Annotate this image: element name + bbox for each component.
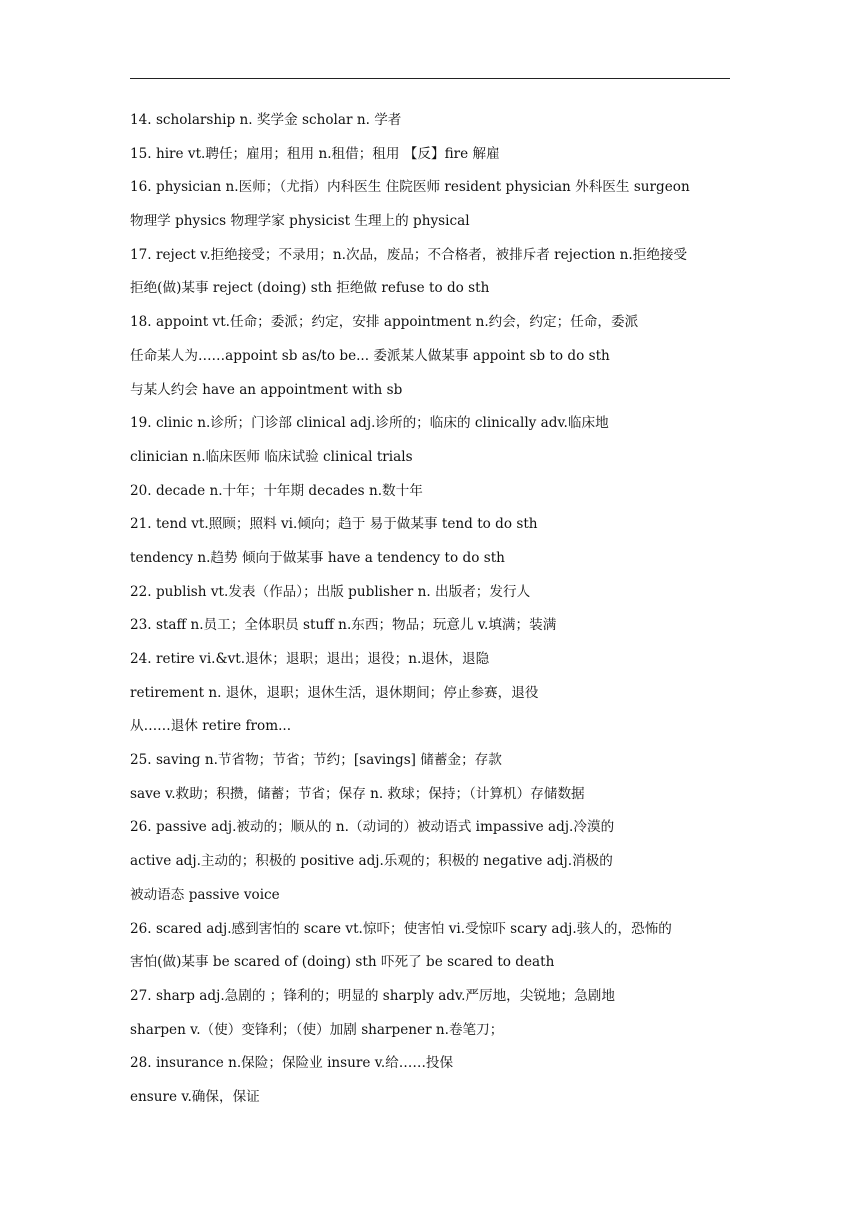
vocab-line: 26. scared adj.感到害怕的 scare vt.惊吓；使害怕 vi.受惊吓 scary adj.骇人的，恐怖的: [130, 920, 672, 937]
vocab-line: 22. publish vt.发表（作品）；出版 publisher n. 出版者；发行人: [130, 583, 531, 600]
vocab-line: ensure v.确保，保证: [130, 1088, 260, 1105]
vocab-line: active adj.主动的；积极的 positive adj.乐观的；积极的 negative adj.消极的: [130, 853, 613, 870]
vocab-line: 18. appoint vt.任命；委派；约定，安排 appointment n.约会，约定；任命，委派: [130, 314, 639, 331]
vocab-line: 23. staff n.员工；全体职员 stuff n.东西；物品；玩意儿 v.填满；装满: [130, 617, 557, 634]
vocab-line: 20. decade n.十年；十年期 decades n.数十年: [130, 482, 423, 499]
vocab-line: 26. passive adj.被动的；顺从的 n.（动词的）被动语式 impassive adj.冷漠的: [130, 819, 615, 836]
vocab-line: 14. scholarship n. 奖学金 scholar n. 学者: [130, 112, 402, 128]
vocab-line: 与某人约会 have an appointment with sb: [130, 381, 403, 398]
vocab-line: 害怕(做)某事 be scared of (doing) sth 吓死了 be scared to death: [130, 954, 555, 971]
vocab-line: save v.救助；积攒，储蓄；节省；保存 n. 救球；保持；（计算机）存储数据: [130, 785, 585, 802]
vocab-line: 任命某人为……appoint sb as/to be... 委派某人做某事 appoint sb to do sth: [130, 347, 610, 364]
vocab-line: 28. insurance n.保险；保险业 insure v.给……投保: [130, 1055, 454, 1072]
header-rule: [130, 78, 730, 79]
vocab-line: 19. clinic n.诊所；门诊部 clinical adj.诊所的；临床的 clinically adv.临床地: [130, 415, 609, 432]
vocab-line: 24. retire vi.&vt.退休；退职；退出；退役；n.退休，退隐: [130, 651, 490, 667]
vocab-line: 25. saving n.节省物；节省；节约；[savings] 储蓄金；存款: [130, 752, 502, 769]
vocab-line: 被动语态 passive voice: [130, 886, 280, 903]
vocabulary-list: [130, 104, 734, 1115]
vocab-line: clinician n.临床医师 临床试验 clinical trials: [130, 448, 413, 465]
vocab-line: 27. sharp adj.急剧的 ；锋利的；明显的 sharply adv.严厉地，尖锐地；急剧地: [130, 987, 615, 1004]
vocab-line: 16. physician n.医师；（尤指）内科医生 住院医师 resident physician 外科医生 surgeon: [130, 179, 690, 196]
vocab-line: 21. tend vt.照顾；照料 vi.倾向；趋于 易于做某事 tend to do sth: [130, 516, 538, 533]
vocab-line: 17. reject v.拒绝接受；不录用；n.次品，废品；不合格者，被排斥者 rejection n.拒绝接受: [130, 246, 688, 263]
vocab-line: 从……退休 retire from...: [130, 718, 292, 735]
vocab-line: sharpen v.（使）变锋利；（使）加剧 sharpener n.卷笔刀；: [130, 1021, 504, 1038]
vocab-line: tendency n.趋势 倾向于做某事 have a tendency to do sth: [130, 549, 505, 566]
vocab-line: 物理学 physics 物理学家 physicist 生理上的 physical: [130, 213, 470, 230]
vocab-line: 15. hire vt.聘任；雇用；租用 n.租借；租用 【反】fire 解雇: [130, 145, 500, 162]
vocab-line: retirement n. 退休，退职；退休生活，退休期间；停止参赛，退役: [130, 684, 539, 701]
vocab-line: 拒绝(做)某事 reject (doing) sth 拒绝做 refuse to do sth: [130, 280, 490, 297]
